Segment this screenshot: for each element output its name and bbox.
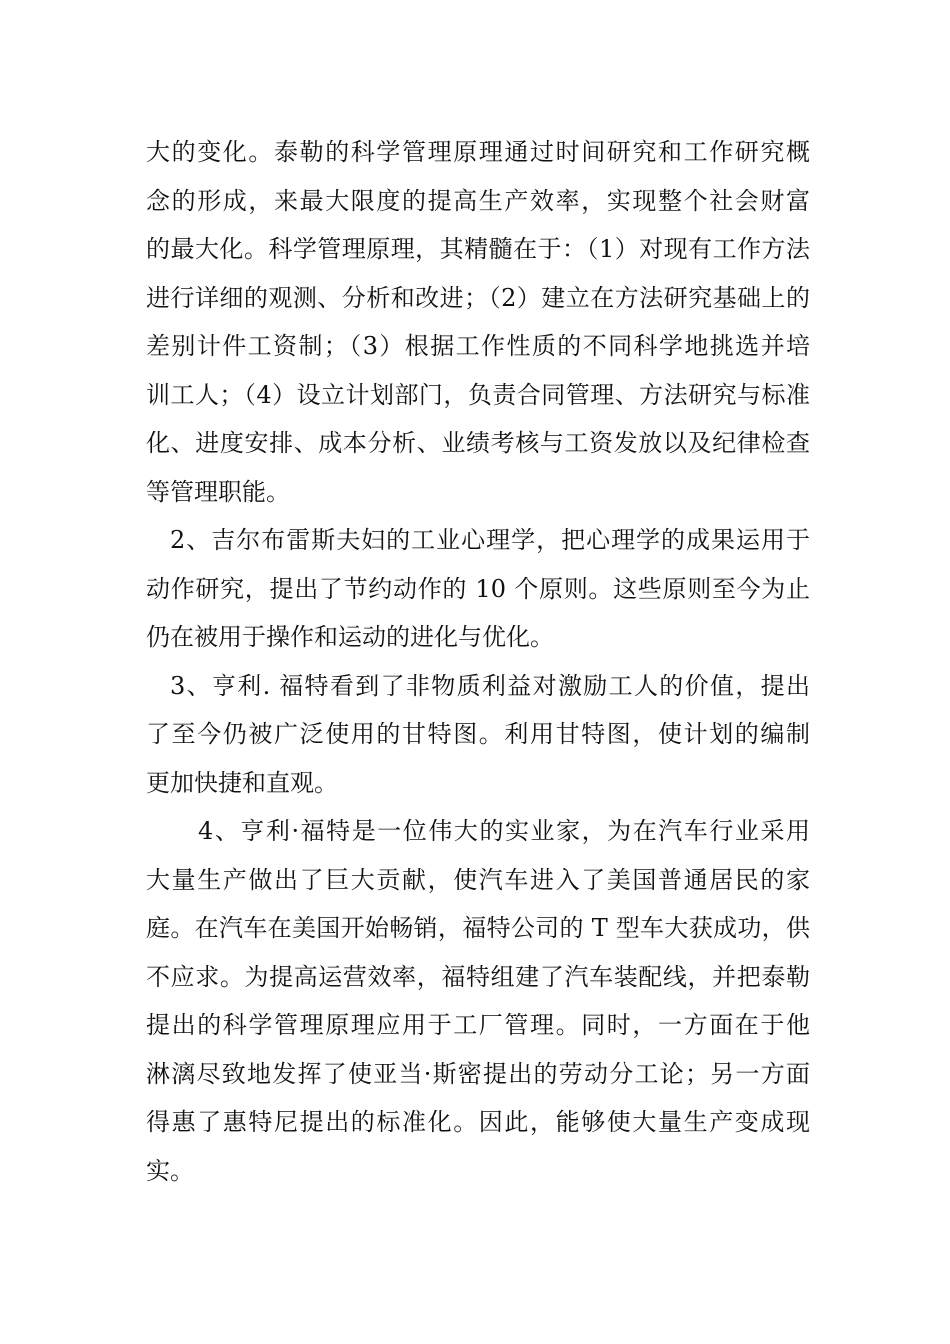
paragraph-1: [146, 128, 810, 516]
text-line: 念的形成，来最大限度的提高生产效率，实现整个社会财富: [146, 186, 810, 215]
text-line: 3、亨利. 福特看到了非物质利益对激励工人的价值，提出: [170, 671, 810, 700]
text-line: 更加快捷和直观。: [146, 768, 338, 797]
text-line: 2、吉尔布雷斯夫妇的工业心理学，把心理学的成果运用于: [170, 526, 810, 554]
text-line: 大量生产做出了巨大贡献，使汽车进入了美国普通居民的家: [146, 865, 810, 894]
text-line: 仍在被用于操作和运动的进化与优化。: [146, 623, 554, 651]
text-line: 提出的科学管理原理应用于工厂管理。同时，一方面在于他: [146, 1011, 810, 1039]
text-line: 差别计件工资制；（3）根据工作性质的不同科学地挑选并培: [146, 332, 810, 360]
text-line: 进行详细的观测、分析和改进；（2）建立在方法研究基础上的: [146, 283, 810, 312]
text-line: 庭。在汽车在美国开始畅销，福特公司的 T 型车大获成功，供: [146, 914, 810, 942]
text-line: 实。: [146, 1156, 194, 1185]
text-line: 等管理职能。: [146, 477, 290, 506]
text-line: 动作研究，提出了节约动作的 10 个原则。这些原则至今为止: [146, 574, 810, 603]
text-line: 淋漓尽致地发挥了使亚当·斯密提出的劳动分工论；另一方面: [146, 1059, 810, 1088]
text-line: 了至今仍被广泛使用的甘特图。利用甘特图，使计划的编制: [146, 720, 810, 748]
text-line: 得惠了惠特尼提出的标准化。因此，能够使大量生产变成现: [146, 1108, 810, 1136]
text-line: 不应求。为提高运营效率，福特组建了汽车装配线，并把泰勒: [146, 962, 810, 991]
paragraph-4: [146, 807, 810, 1195]
paragraph-2: [146, 516, 810, 662]
paragraph-3: [146, 662, 810, 808]
text-line: 4、亨利·福特是一位伟大的实业家，为在汽车行业采用: [198, 817, 810, 845]
text-line: 化、进度安排、成本分析、业绩考核与工资发放以及纪律检查: [146, 429, 810, 457]
text-line: 训工人；（4）设立计划部门，负责合同管理、方法研究与标准: [146, 380, 810, 409]
text-line: 的最大化。科学管理原理，其精髓在于：（1）对现有工作方法: [146, 235, 810, 263]
body-text: [146, 128, 810, 1195]
text-line: 大的变化。泰勒的科学管理原理通过时间研究和工作研究概: [146, 138, 810, 166]
